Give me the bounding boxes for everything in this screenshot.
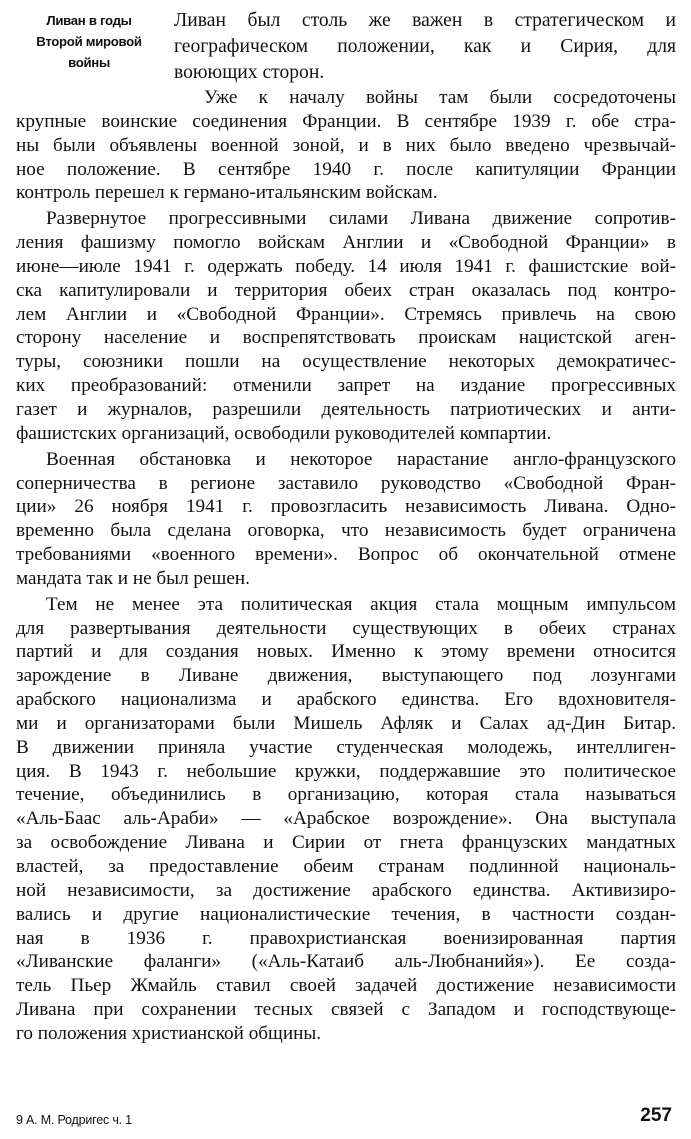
text-line: крупные воинские соединения Франции. В сентябре 1939 г. обе стра- [16,110,676,132]
intro-block [16,8,676,86]
page-footer [16,1103,676,1127]
text-line: Ливан был столь же важен в стратегическом и [174,10,676,31]
printer-signature: 9 А. М. Родригес ч. 1 [16,1113,132,1127]
text-line: ция. В 1943 г. небольшие кружки, поддержавшие это политическое [16,760,676,782]
text-line: ное положение. В сентябре 1940 г. после капитуляции Франции [16,158,676,180]
text-line: для развертывания деятельности существующих в обеих странах [16,617,676,639]
text-line: требованиями «военного времени». Вопрос об окончательной отмене [16,544,676,566]
text-line: течение, объединились в организацию, которая стала называться [16,784,676,806]
paragraph [16,448,676,591]
text-line: «Ливанские фаланги» («Аль-Катаиб аль-Любнанийя»). Ее созда- [16,951,676,973]
intro-paragraph [174,8,676,86]
paragraph [16,86,676,205]
page-number: 257 [640,1105,672,1126]
text-line: июне—июле 1941 г. одержать победу. 14 июля 1941 г. фашистские вой- [16,255,676,277]
text-line: воюющих сторон. [174,62,325,83]
text-line: лем Англии и «Свободной Франции». Стремясь привлечь на свою [16,303,676,325]
text-line: арабского национализма и арабского единства. Его вдохновителя- [16,689,676,711]
side-heading [16,10,162,73]
text-line: соперничества в регионе заставило руководство «Свободной Фран- [16,472,676,494]
text-line: контроль перешел к германо-итальянским войскам. [16,182,438,204]
text-line: газет и журналов, разрешили деятельность патриотических и анти- [16,398,676,420]
text-line: ска капитулировали и территория обеих стран оказалась под контро- [16,279,676,301]
side-heading-line: Второй мировой [36,34,142,49]
text-line: партий и для создания новых. Именно к этому времени относится [16,641,676,663]
text-line: мандата так и не был решен. [16,567,250,589]
side-heading-line: Ливан в годы [46,13,132,28]
text-line: Тем не менее эта политическая акция стала мощным импульсом [46,593,676,615]
text-line: фашистских организаций, освободили руководителей компартии. [16,422,552,444]
text-line: ны были объявлены военной зоной, и в них было введено чрезвычай- [16,134,676,156]
side-heading-line: войны [68,55,110,70]
paragraph [16,207,676,445]
paragraph [16,593,676,1046]
text-line: ная в 1936 г. правохристианская военизированная партия [16,927,676,949]
text-line: тель Пьер Жмайль ставил своей задачей достижение независимости [16,975,676,997]
text-line: «Аль-Баас аль-Араби» — «Арабское возрождение». Она выступала [16,808,676,830]
text-line: Военная обстановка и некоторое нарастание англо-французского [46,448,676,470]
text-line: сторону население и воспрепятствовать проискам нацистской аген- [16,327,676,349]
text-line: за освобождение Ливана и Сирии от гнета французских мандатных [16,832,676,854]
text-line: го положения христианской общины. [16,1022,322,1044]
text-line: ких преобразований: отменили запрет на издание прогрессивных [16,375,676,397]
text-line: В движении приняла участие студенческая молодежь, интеллиген- [16,736,676,758]
text-line: Ливана при сохранении тесных связей с Западом и господствующе- [16,999,676,1021]
text-line: ции» 26 ноября 1941 г. провозгласить независимость Ливана. Одно- [16,496,676,518]
text-line: вались и другие националистические течения, в частности создан- [16,903,676,925]
text-line: ми и организаторами были Мишель Афляк и Салах ад-Дин Битар. [16,712,676,734]
text-line: Уже к началу войны там были сосредоточены [204,87,676,108]
text-line: зарождение в Ливане движения, выступающего под лозунгами [16,665,676,687]
text-line: властей, за предоставление обеим странам подлинной националь- [16,856,676,877]
text-line: туры, союзники пошли на осуществление некоторых демократичес- [16,351,676,373]
body-text [16,86,676,1046]
text-line: географическом положении, как и Сирия, для [174,36,676,57]
book-page [16,8,676,1133]
text-line: временно была сделана оговорка, что независимость будет ограничена [16,520,676,542]
text-line: ления фашизму помогло войскам Англии и «Свободной Франции» в [16,232,676,254]
text-line: ной независимости, за достижение арабского единства. Активизиро- [16,879,676,901]
text-line: Развернутое прогрессивными силами Ливана движение сопротив- [46,208,676,230]
